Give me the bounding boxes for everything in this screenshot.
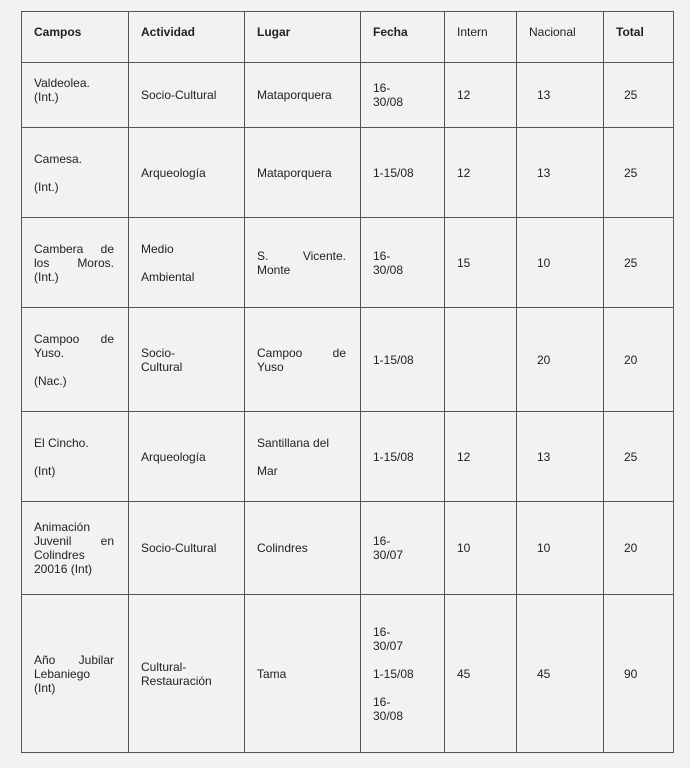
cell-lugar — [245, 308, 361, 412]
header-total: Total — [604, 12, 674, 63]
fecha-text: 1-15/08 — [373, 449, 414, 464]
campo-text: Campoo de Yuso. (Nac.) — [34, 331, 114, 388]
header-actividad: Actividad — [129, 12, 245, 63]
lugar-text: Mataporquera — [257, 88, 332, 102]
table-row — [22, 502, 674, 595]
lugar-text: Campoo de Yuso — [257, 345, 346, 374]
cell-fecha — [361, 308, 445, 412]
cell-campo — [22, 128, 129, 218]
lugar-text: Tama — [257, 666, 287, 681]
actividad-text: Cultural- Restauración — [141, 659, 212, 688]
cell-actividad — [129, 63, 245, 128]
cell-lugar — [245, 128, 361, 218]
actividad-text: Arqueología — [141, 165, 206, 180]
header-nacional: Nacional — [517, 12, 604, 63]
cell-nacional: 20 — [517, 308, 604, 412]
actividad-text: Arqueología — [141, 449, 206, 464]
cell-total: 20 — [604, 502, 674, 595]
table-row — [22, 412, 674, 502]
cell-campo — [22, 218, 129, 308]
cell-nacional: 13 — [517, 128, 604, 218]
cell-actividad — [129, 502, 245, 595]
campo-text: El Cincho. (Int) — [34, 435, 89, 478]
fecha-text: 16- 30/07 1-15/08 16- 30/08 — [373, 624, 414, 723]
header-row — [22, 12, 674, 63]
cell-total: 25 — [604, 218, 674, 308]
cell-actividad — [129, 595, 245, 753]
cell-actividad — [129, 308, 245, 412]
cell-lugar — [245, 502, 361, 595]
cell-fecha — [361, 63, 445, 128]
cell-intern: 10 — [445, 502, 517, 595]
fecha-text: 16- 30/08 — [373, 81, 404, 109]
cell-nacional: 45 — [517, 595, 604, 753]
cell-intern: 12 — [445, 63, 517, 128]
cell-total: 25 — [604, 63, 674, 128]
cell-total: 20 — [604, 308, 674, 412]
cell-fecha — [361, 218, 445, 308]
cell-intern: 12 — [445, 128, 517, 218]
lugar-text: S. Vicente. Monte — [257, 248, 346, 277]
fecha-text: 1-15/08 — [373, 165, 414, 180]
cell-total: 25 — [604, 412, 674, 502]
table-row — [22, 595, 674, 753]
cell-actividad — [129, 218, 245, 308]
cell-fecha — [361, 502, 445, 595]
header-fecha: Fecha — [361, 12, 445, 63]
cell-campo — [22, 63, 129, 128]
header-campos: Campos — [22, 12, 129, 63]
lugar-text: Colindres — [257, 541, 308, 555]
cell-lugar — [245, 63, 361, 128]
cell-campo — [22, 412, 129, 502]
cell-campo — [22, 502, 129, 595]
fecha-text: 1-15/08 — [373, 352, 414, 367]
actividad-text: Socio- Cultural — [141, 345, 183, 374]
cell-lugar — [245, 595, 361, 753]
actividad-text: Socio-Cultural — [141, 541, 217, 555]
cell-nacional: 13 — [517, 63, 604, 128]
actividad-text: Medio Ambiental — [141, 241, 195, 284]
fecha-text: 16- 30/07 — [373, 534, 404, 562]
header-intern: Intern — [445, 12, 517, 63]
actividad-text: Socio-Cultural — [141, 88, 217, 102]
table-row — [22, 128, 674, 218]
campo-text: Cambera de los Moros. (Int.) — [34, 241, 114, 284]
cell-total: 90 — [604, 595, 674, 753]
header-lugar: Lugar — [245, 12, 361, 63]
lugar-text: Santillana del Mar — [257, 435, 330, 478]
table-container — [21, 11, 674, 753]
cell-intern: 12 — [445, 412, 517, 502]
cell-intern: 15 — [445, 218, 517, 308]
cell-campo — [22, 308, 129, 412]
cell-campo — [22, 595, 129, 753]
table-row — [22, 63, 674, 128]
lugar-text: Mataporquera — [257, 165, 332, 180]
cell-intern — [445, 308, 517, 412]
table-row — [22, 308, 674, 412]
cell-fecha — [361, 128, 445, 218]
cell-nacional: 10 — [517, 502, 604, 595]
campo-text: Camesa. (Int.) — [34, 151, 83, 194]
campo-text: Animación Juvenil en Colindres 20016 (Int) — [34, 520, 114, 576]
cell-lugar — [245, 218, 361, 308]
cell-nacional: 13 — [517, 412, 604, 502]
campo-text: Valdeolea. (Int.) — [34, 76, 90, 104]
campos-table — [21, 11, 674, 753]
table-row — [22, 218, 674, 308]
cell-actividad — [129, 128, 245, 218]
campo-text: Año Jubilar Lebaniego (Int) — [34, 652, 114, 695]
cell-intern: 45 — [445, 595, 517, 753]
cell-total: 25 — [604, 128, 674, 218]
fecha-text: 16- 30/08 — [373, 248, 404, 277]
cell-nacional: 10 — [517, 218, 604, 308]
cell-actividad — [129, 412, 245, 502]
cell-fecha — [361, 412, 445, 502]
cell-lugar — [245, 412, 361, 502]
cell-fecha — [361, 595, 445, 753]
